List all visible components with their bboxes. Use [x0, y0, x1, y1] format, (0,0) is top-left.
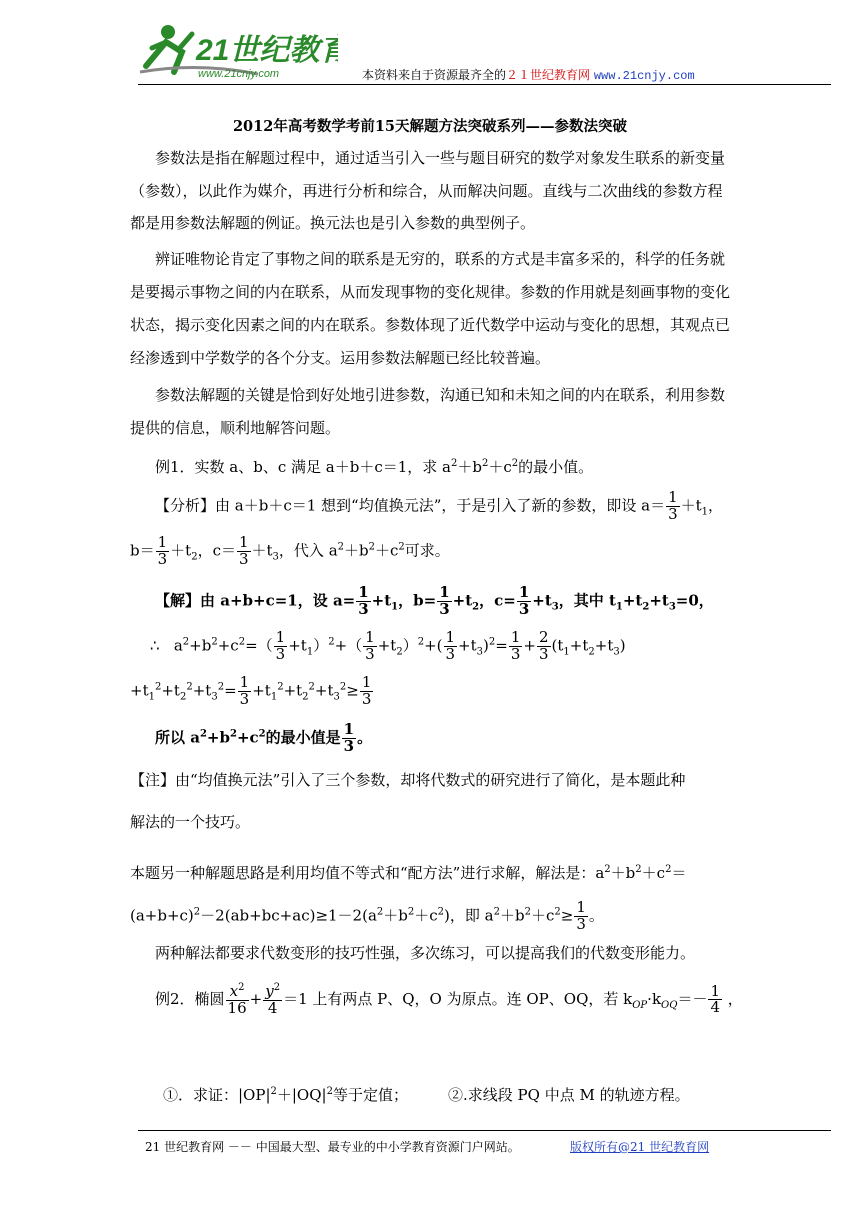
para2-line1: 辨证唯物论肯定了事物之间的联系是无穷的，联系的方式是丰富多采的，科学的任务就 — [155, 250, 726, 268]
example1-statement: 例1．实数 a、b、c 满足 a＋b＋c＝1，求 $a^2+b^2+c^2$的最小值。 — [155, 458, 594, 476]
para2-line3: 状态，揭示变化因素之间的内在联系。参数体现了近代数学中运动与变化的思想，其观点已 — [130, 316, 731, 334]
example2-question1: ①．求证：$|OP|^2+|OQ|^2$等于定值； — [163, 1086, 408, 1104]
example1-alt2: $(a+b+c)^2-2(ab+bc+ac)\ge 1-2(a^2+b^2+c^2)$，即 $a^2+b^2+c^2\ge$ $\frac{1}{3}$ 。 — [130, 898, 604, 933]
logo-text: 21世纪教育 — [196, 34, 338, 67]
example1-alt3: 两种解法都要求代数变形的技巧性强，多次练习，可以提高我们的代数变形能力。 — [155, 944, 696, 962]
example1-solution: 【解】由 a+b+c=1，设 a= $\frac{1}{3}$ $+t_1$，b= $\frac{1}{3}$ $+t_2$，c= $\frac{1}{3}$ $+t_3$，其中 $t_1+t_2+t_3=0$， — [155, 583, 714, 618]
example2-question2: ②.求线段 PQ 中点 M 的轨迹方程。 — [448, 1086, 690, 1104]
logo-url: www.21cnjy.com — [198, 68, 280, 80]
para1-line2: （参数），以此作为媒介，再进行分析和综合，从而解决问题。直线与二次曲线的参数方程 — [130, 182, 723, 200]
footer-text: 21 世纪教育网 －－ 中国最大型、最专业的中小学教育资源门户网站。 — [145, 1140, 520, 1154]
example2-statement: 例2．椭圆 $\frac{x^2}{16}$ + $\frac{y^2}{4}$ ＝1 上有两点 P、Q，O 为原点。连 OP、OQ，若 $k_{OP}\cdot k_{OQ}=-$ $\frac{1}{4}$ ， — [155, 981, 743, 1017]
para1-line1: 参数法是指在解题过程中，通过适当引入一些与题目研究的数学对象发生联系的新变量 — [155, 149, 726, 167]
example1-analysis: 【分析】由 a＋b＋c＝1 想到“均值换元法”，于是引入了新的参数，即设 a＝ $\frac{1}{3}$ $+t_1$， — [155, 488, 724, 523]
source-url-link[interactable]: www.21cnjy.com — [593, 69, 695, 83]
example1-alt1: 本题另一种解题思路是利用均值不等式和“配方法”进行求解，解法是：$a^2+b^2+c^2=$ — [130, 864, 687, 882]
para3-line2: 提供的信息，顺利地解答问题。 — [130, 419, 341, 437]
site-logo — [138, 22, 338, 80]
example1-analysis-cont: b＝ $\frac{1}{3}$ $+t_2$，c＝ $\frac{1}{3}$ $+t_3$，代入 $a^2+b^2+c^2$可求。 — [130, 533, 450, 568]
example1-derivation2: $+t_1^2+t_2^2+t_3^2=$ $\frac{1}{3}$ $+t_1^2+t_2^2+t_3^2\ge$ $\frac{1}{3}$ — [130, 673, 372, 708]
source-site-link[interactable]: ２１世纪教育网 — [506, 68, 591, 82]
para1-line3: 都是用参数法解题的例证。换元法也是引入参数的典型例子。 — [130, 214, 536, 232]
example1-derivation1: ∴ $a^2+b^2+c^2=$（ $\frac{1}{3}$ $+t_1)^2+$（ $\frac{1}{3}$ $+t_2)^2+$( $\frac{1}{3}$ $+t_3)^2=$ $\frac{1}{3}$ + $\frac{2}{3}$ $(t_1+t_2+t_3)$ — [150, 628, 626, 663]
header-divider — [138, 84, 831, 85]
example1-note-cont: 解法的一个技巧。 — [130, 813, 251, 831]
page-title: 2012年高考数学考前15天解题方法突破系列——参数法突破 — [232, 118, 628, 135]
example1-note: 【注】由“均值换元法”引入了三个参数，却将代数式的研究进行了简化，是本题此种 — [130, 771, 686, 789]
footer-divider — [138, 1130, 831, 1131]
para2-line2: 是要揭示事物之间的内在联系，从而发现事物的变化规律。参数的作用就是刻画事物的变化 — [130, 283, 731, 301]
para3-line1: 参数法解题的关键是恰到好处地引进参数，沟通已知和未知之间的内在联系，利用参数 — [155, 386, 726, 404]
example1-conclusion: 所以 $a^2+b^2+c^2$的最小值是 $\frac{1}{3}$ 。 — [155, 720, 373, 755]
header-source: 本资料来自于资源最齐全的２１世纪教育网 www.21cnjy.com — [362, 68, 695, 83]
footer-copyright-link[interactable]: 版权所有@21 世纪教育网 — [570, 1140, 710, 1154]
para2-line4: 经渗透到中学数学的各个分支。运用参数法解题已经比较普遍。 — [130, 349, 551, 367]
